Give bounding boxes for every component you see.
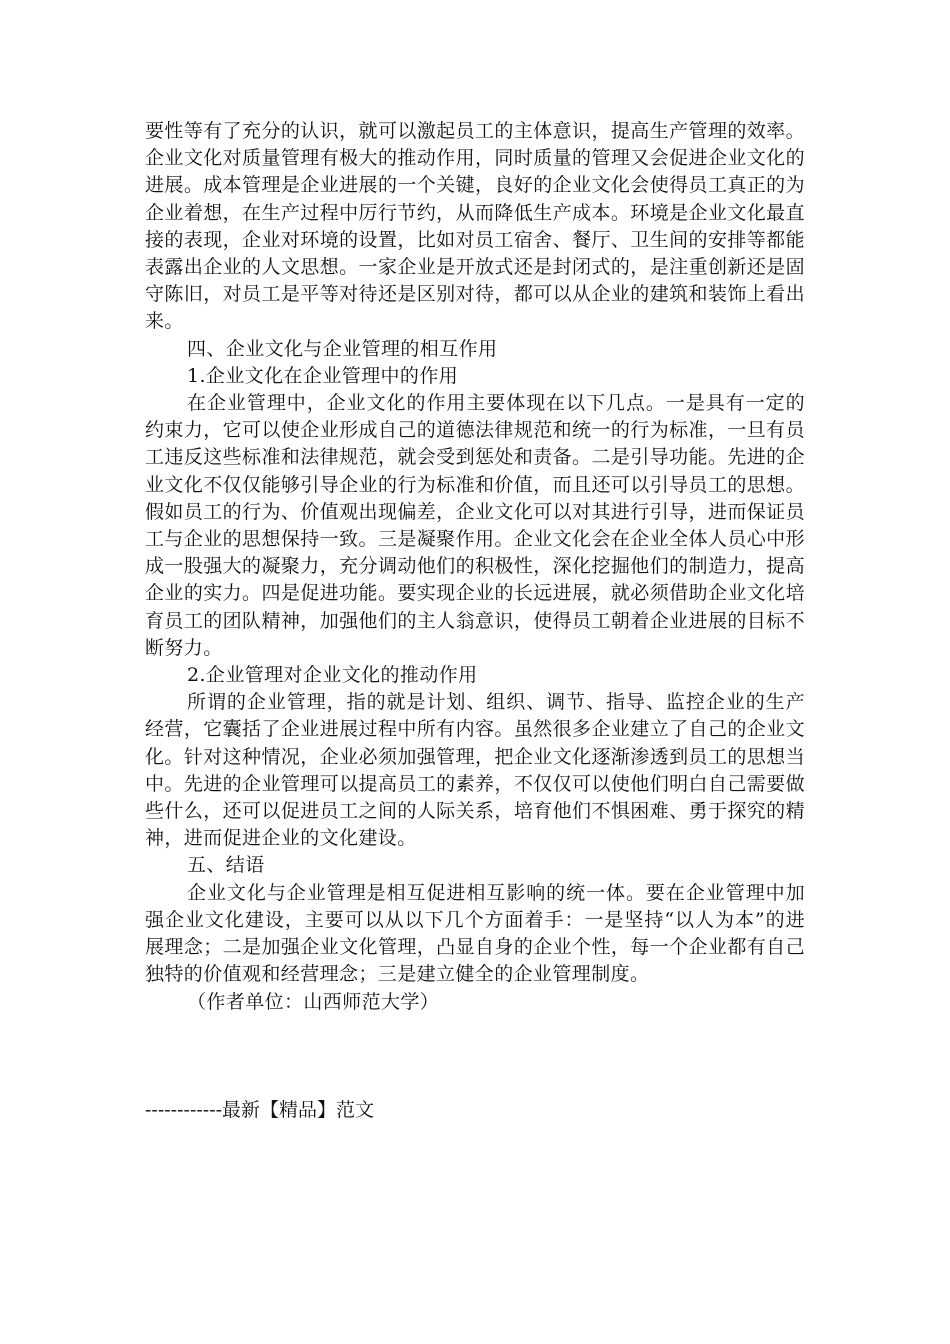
- section-heading-four: 四、企业文化与企业管理的相互作用: [187, 337, 498, 360]
- page-footer: ------------最新【精品】范文: [145, 1099, 375, 1121]
- paragraph-continuation: 要性等有了充分的认识，就可以激起员工的主体意识，提高生产管理的效率。企业文化对质量管理有极大的推动作用，同时质量的管理又会促进企业文化的进展。成本管理是企业进展的一个关键，良好的企业文化会使得员工真正的为企业着想，在生产过程中厉行节约，从而降低生产成本。环境是企业文化最直接的表现，企业对环境的设置，比如对员工宿舍、餐厅、卫生间的安排等都能表露出企业的人文思想。一家企业是开放式还是封闭式的，是注重创新还是固守陈旧，对员工是平等对待还是区别对待，都可以从企业的建筑和装饰上看出来。: [145, 120, 805, 333]
- document-body: [145, 118, 805, 1016]
- paragraph-management-role: 所谓的企业管理，指的就是计划、组织、调节、指导、监控企业的生产经营，它囊括了企业进展过程中所有内容。虽然很多企业建立了自己的企业文化。针对这种情况，企业必须加强管理，把企业文化逐渐渗透到员工的思想当中。先进的企业管理可以提高员工的素养，不仅仅可以使他们明白自己需要做些什么，还可以促进员工之间的人际关系，培育他们不惧困难、勇于探究的精神，进而促进企业的文化建设。: [145, 691, 805, 850]
- subheading-two: 2.企业管理对企业文化的推动作用: [187, 664, 478, 687]
- paragraph-conclusion: 企业文化与企业管理是相互促进相互影响的统一体。要在企业管理中加强企业文化建设，主要可以从以下几个方面着手：一是坚持“以人为本”的进展理念；二是加强企业文化管理，凸显自身的企业个性，每一个企业都有自己独特的价值观和经营理念；三是建立健全的企业管理制度。: [145, 881, 805, 986]
- author-affiliation: （作者单位：山西师范大学）: [187, 990, 440, 1013]
- paragraph-culture-role: 在企业管理中，企业文化的作用主要体现在以下几点。一是具有一定的约束力，它可以使企业形成自己的道德法律规范和统一的行为标准，一旦有员工违反这些标准和法律规范，就会受到惩处和责备。二是引导功能。先进的企业文化不仅仅能够引导企业的行为标准和价值，而且还可以引导员工的思想。假如员工的行为、价值观出现偏差，企业文化可以对其进行引导，进而保证员工与企业的思想保持一致。三是凝聚作用。企业文化会在企业全体人员心中形成一股强大的凝聚力，充分调动他们的积极性，深化挖掘他们的制造力，提高企业的实力。四是促进功能。要实现企业的长远进展，就必须借助企业文化培育员工的团队精神，加强他们的主人翁意识，使得员工朝着企业进展的目标不断努力。: [145, 392, 805, 659]
- subheading-one: 1.企业文化在企业管理中的作用: [187, 364, 459, 387]
- section-heading-five: 五、结语: [187, 854, 265, 877]
